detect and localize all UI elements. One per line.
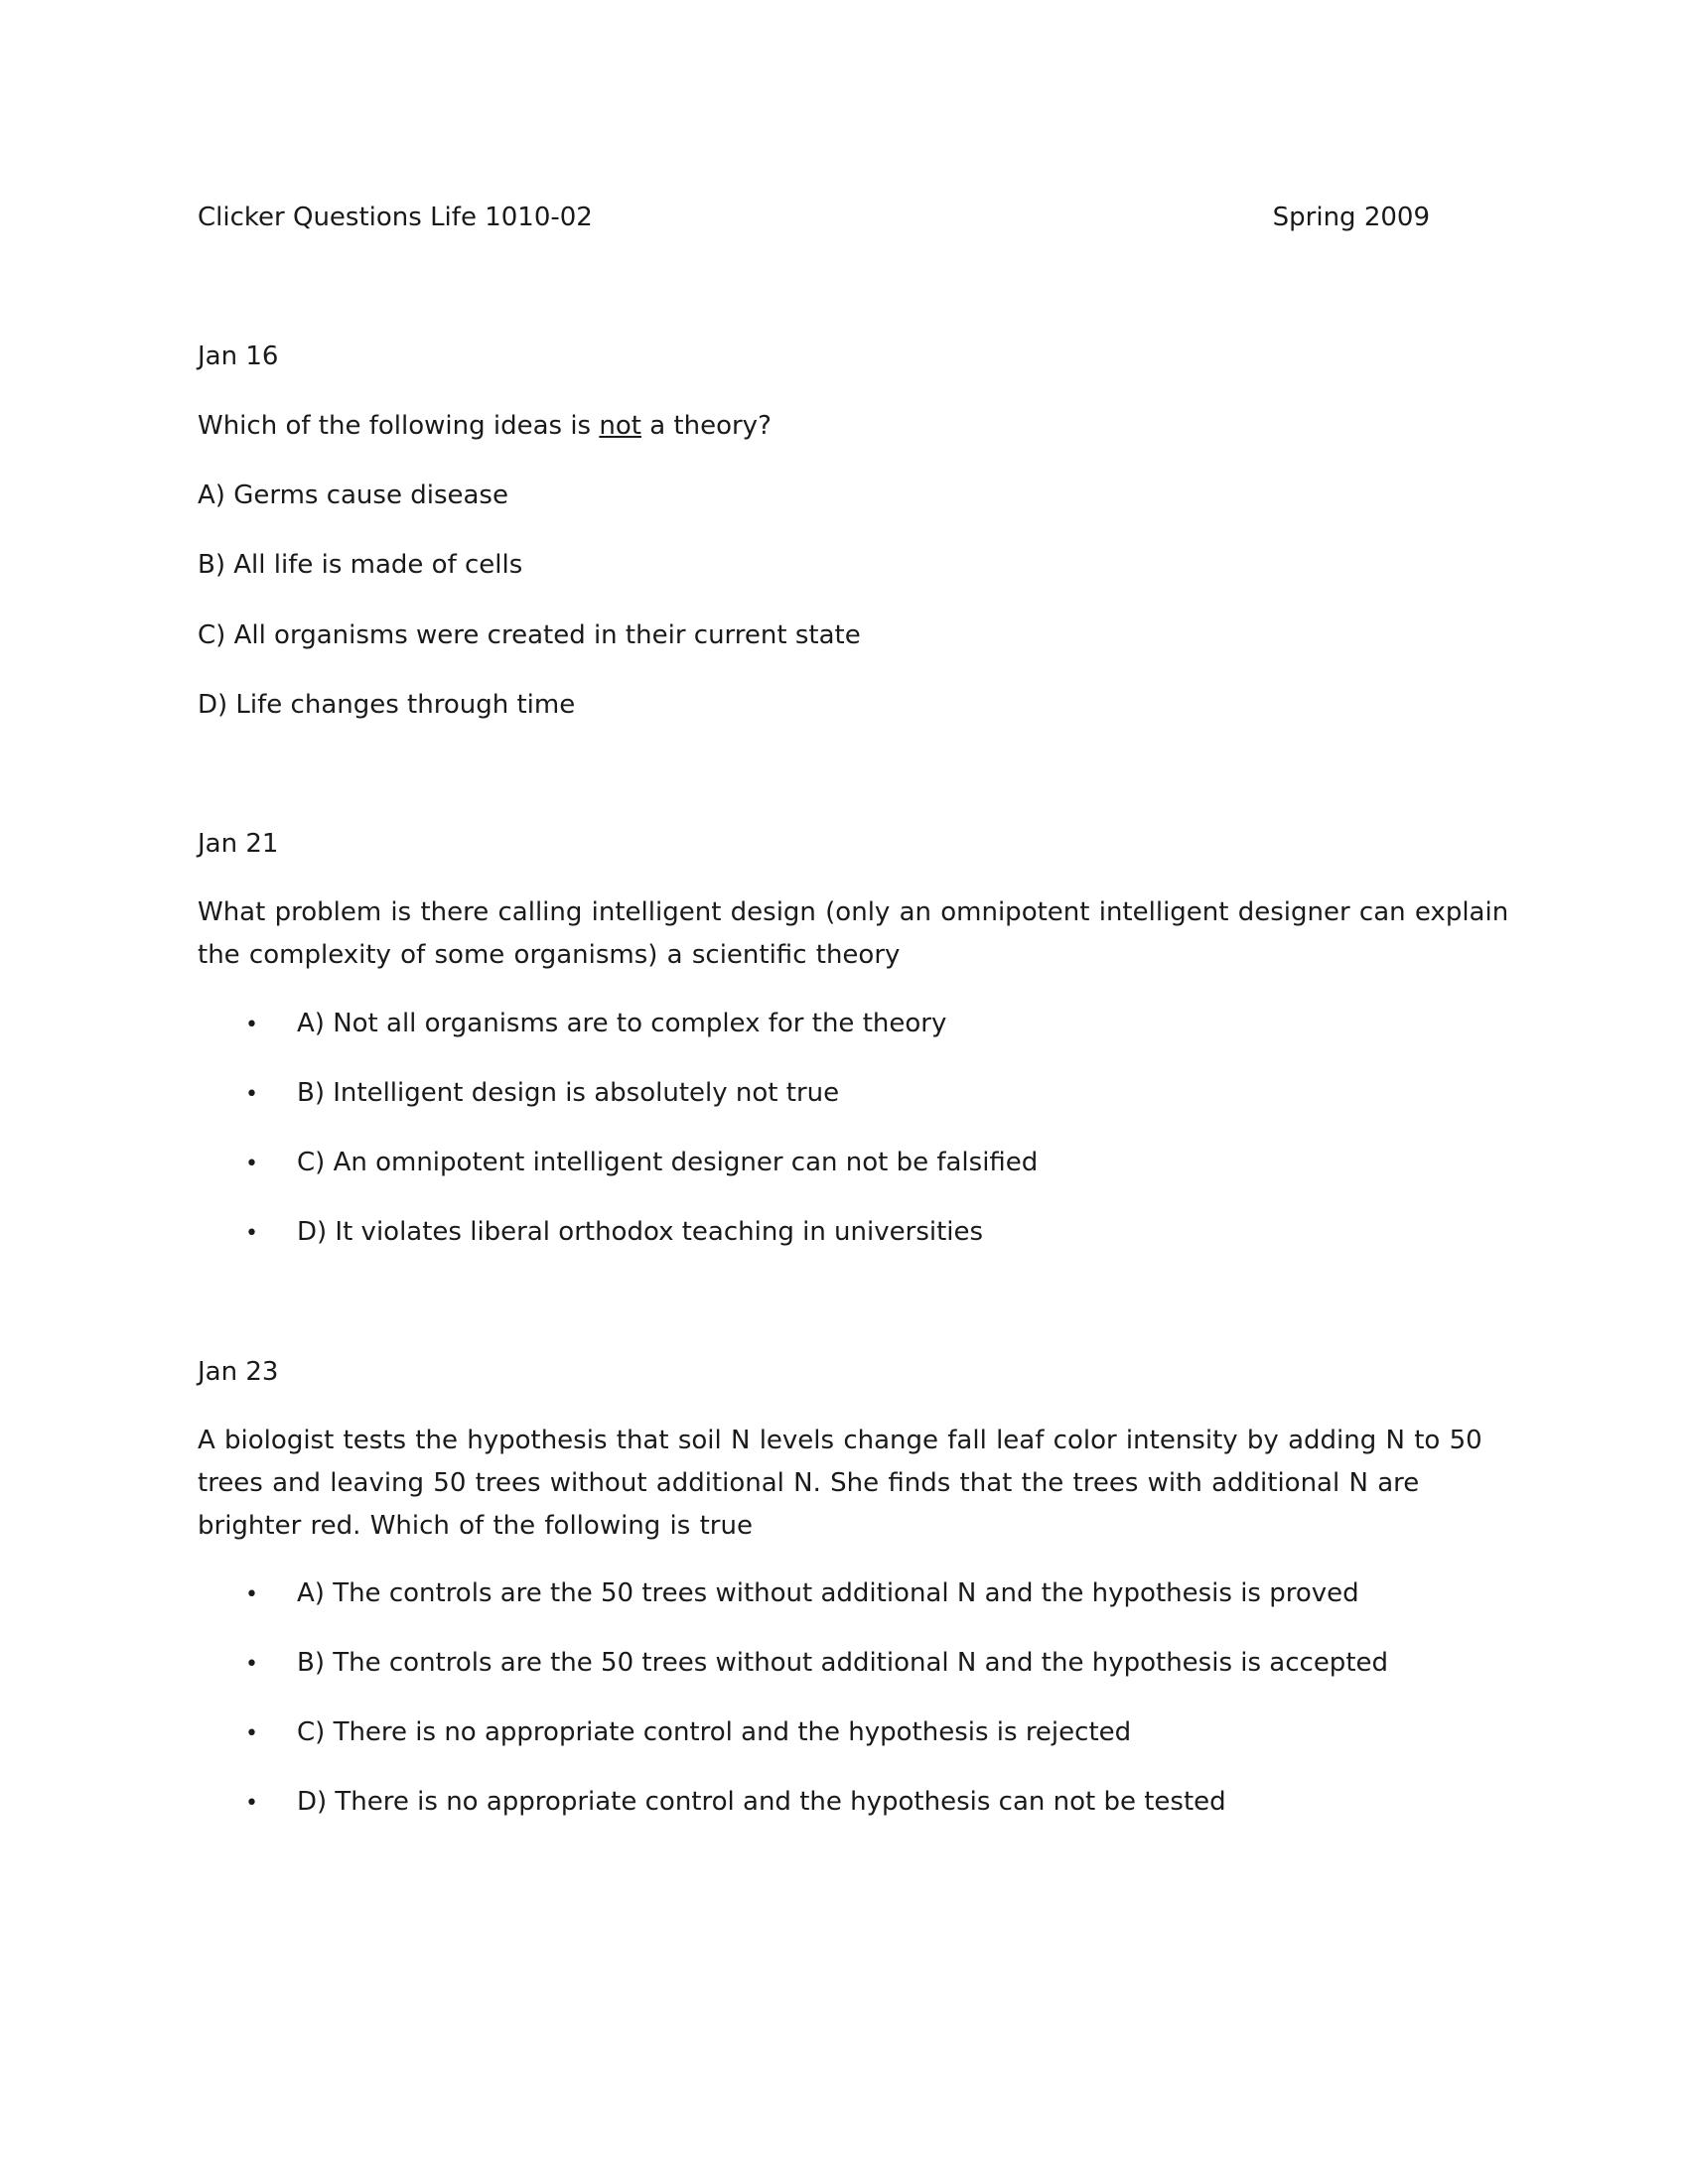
q3-option-d-text: D) There is no appropriate control and the hypothesis can not be tested [297,1787,1226,1817]
q1-date: Jan 16 [198,341,279,371]
q1-question-emph: not [599,411,641,441]
bullet-icon: • [245,1652,258,1677]
q2-option-a-text: A) Not all organisms are to complex for the theory [297,1009,947,1038]
q1-option-a: A) Germs cause disease [198,480,508,510]
bullet-icon: • [245,1013,258,1037]
q3-option-a-text: A) The controls are the 50 trees without additional N and the hypothesis is proved [297,1578,1359,1608]
q1-option-c: C) All organisms were created in their current state [198,620,861,650]
q1-option-b: B) All life is made of cells [198,550,523,580]
q2-option-c-text: C) An omnipotent intelligent designer can not be falsified [297,1148,1039,1177]
q1-question-post: a theory? [640,411,772,441]
q2-option-d [245,1211,983,1255]
bullet-icon: • [245,1582,258,1607]
bullet-icon: • [245,1152,258,1176]
bullet-icon: • [245,1791,258,1816]
q2-question: What problem is there calling intelligent design (only an omnipotent intelligent designer can explain the complexity of some organisms) a scientific theory [198,897,1509,970]
course-title: Clicker Questions Life 1010-02 [198,203,593,232]
bullet-icon: • [245,1082,258,1107]
q1-question [198,405,772,447]
bullet-icon: • [245,1221,258,1246]
q2-option-b-text: B) Intelligent design is absolutely not true [297,1078,840,1108]
q3-option-c [245,1711,1131,1755]
term-label: Spring 2009 [1272,203,1430,232]
q3-option-d [245,1781,1226,1825]
q2-option-d-text: D) It violates liberal orthodox teaching in universities [297,1217,984,1247]
bullet-icon: • [245,1721,258,1746]
q3-date: Jan 23 [198,1357,279,1387]
q2-option-b [245,1072,839,1116]
q3-option-c-text: C) There is no appropriate control and the hypothesis is rejected [297,1717,1132,1747]
q3-question: A biologist tests the hypothesis that soil N levels change fall leaf color intensity by adding N to 50 trees and leaving 50 trees without additional N. She finds that the trees with additional N are brighter red. Which of the following is true [198,1426,1482,1541]
q2-option-c [245,1142,1038,1185]
q3-option-b [245,1642,1388,1686]
q3-option-b-text: B) The controls are the 50 trees without additional N and the hypothesis is accepted [297,1648,1389,1678]
q3-option-a [245,1572,1359,1616]
q2-option-a [245,1003,946,1046]
q1-question-pre: Which of the following ideas is [198,411,600,441]
q2-date: Jan 21 [198,829,279,859]
q1-option-d: D) Life changes through time [198,690,576,720]
